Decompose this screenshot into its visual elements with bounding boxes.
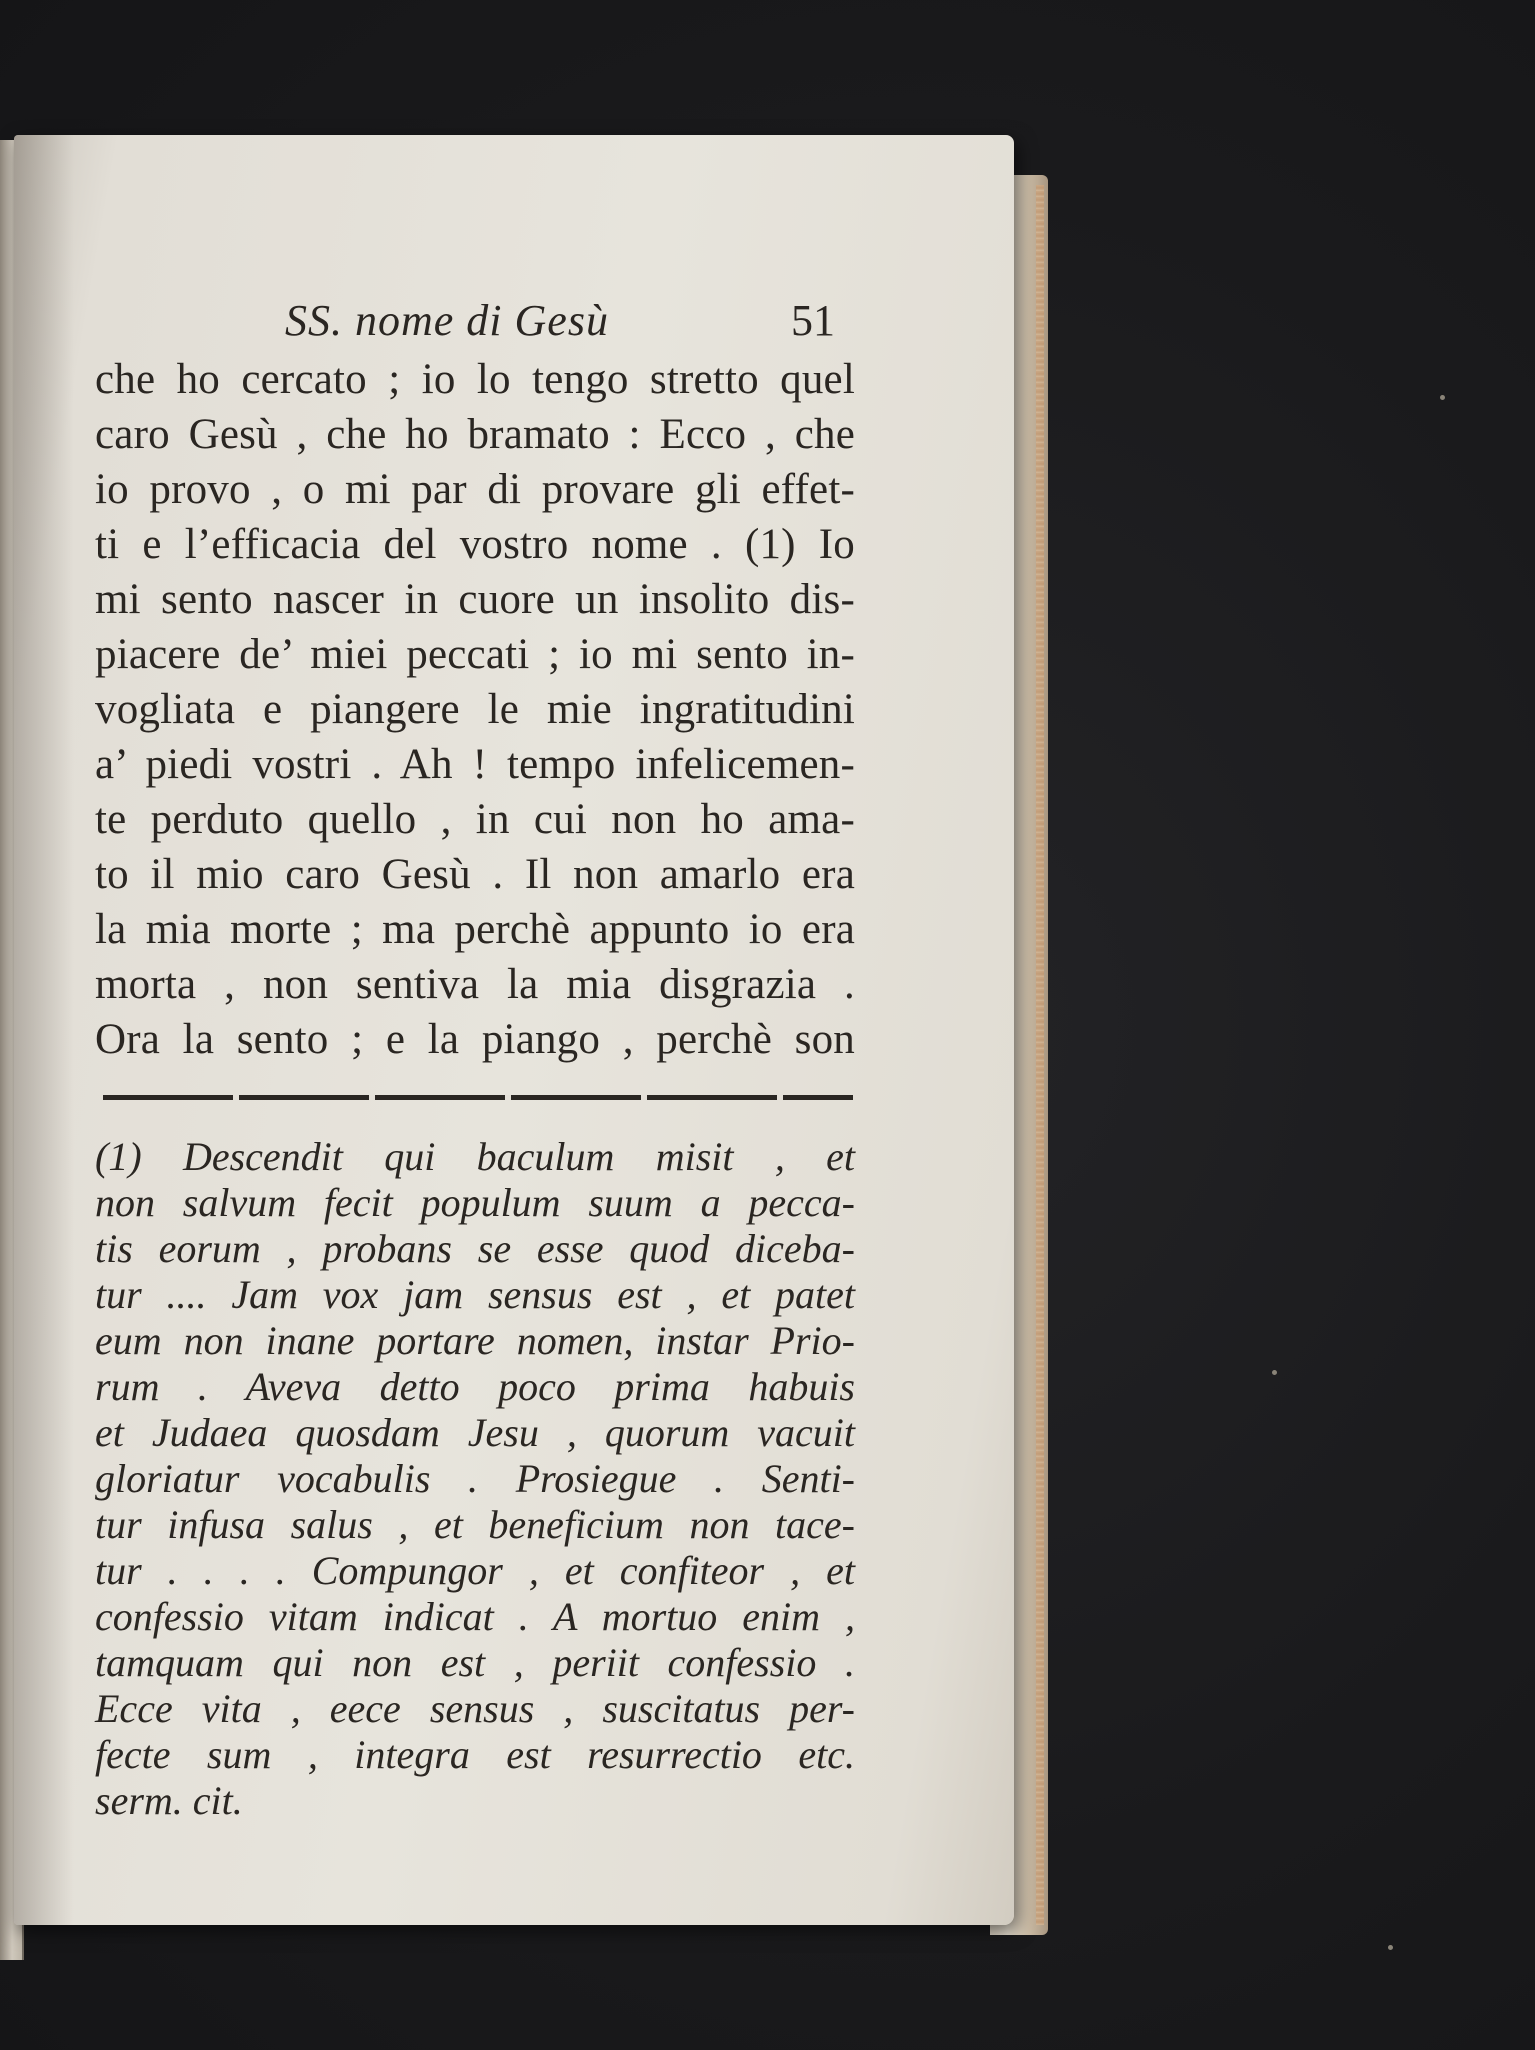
footnote-line: Ecce vita , eece sensus , suscitatus per- (95, 1686, 855, 1731)
footnote-line: tamquam qui non est , periit confessio . (95, 1640, 855, 1685)
running-head (95, 290, 855, 352)
dust-speck (1272, 1370, 1277, 1375)
body-line: la mia morte ; ma perchè appunto io era (95, 906, 855, 953)
body-line: io provo , o mi par di provare gli effet- (95, 466, 855, 513)
body-line: caro Gesù , che ho bramato : Ecco , che (95, 411, 855, 458)
body-line: ti e l’efficacia del vostro nome . (1) Io (95, 521, 855, 568)
body-line: te perduto quello , in cui non ho ama- (95, 796, 855, 843)
footnote-line: eum non inane portare nomen, instar Prio- (95, 1318, 855, 1363)
body-line: a’ piedi vostri . Ah ! tempo infelicemen- (95, 741, 855, 788)
gutter-shadow (14, 135, 74, 1925)
footnote-line: et Judaea quosdam Jesu , quorum vacuit (95, 1410, 855, 1455)
footnote (95, 1134, 855, 1824)
body-line: mi sento nascer in cuore un insolito dis- (95, 576, 855, 623)
footnote-line: tur .... Jam vox jam sensus est , et patet (95, 1272, 855, 1317)
footnote-line: serm. cit. (95, 1778, 243, 1823)
page-number: 51 (791, 296, 835, 345)
footnote-separator-rule (103, 1095, 853, 1100)
dust-speck (1388, 1945, 1393, 1950)
body-line: vogliata e piangere le mie ingratitudini (95, 686, 855, 733)
page-text-block (95, 290, 855, 1824)
body-line: to il mio caro Gesù . Il non amarlo era (95, 851, 855, 898)
running-title: SS. nome di Gesù (285, 296, 609, 345)
footnote-line: tis eorum , probans se esse quod diceba- (95, 1226, 855, 1271)
footnote-line: tur infusa salus , et beneficium non tace- (95, 1502, 855, 1547)
body-line: Ora la sento ; e la piango , perchè son (95, 1016, 855, 1063)
footnote-line: confessio vitam indicat . A mortuo enim , (95, 1594, 855, 1639)
footnote-line: gloriatur vocabulis . Prosiegue . Senti- (95, 1456, 855, 1501)
footnote-line: (1) Descendit qui baculum misit , et (95, 1134, 855, 1179)
dust-speck (1440, 395, 1445, 400)
body-text (95, 352, 855, 1067)
body-line: piacere de’ miei peccati ; io mi sento in- (95, 631, 855, 678)
footnote-line: rum . Aveva detto poco prima habuis (95, 1364, 855, 1409)
footnote-line: fecte sum , integra est resurrectio etc. (95, 1732, 855, 1777)
footnote-line: tur . . . . Compungor , et confiteor , et (95, 1548, 855, 1593)
footnote-line: non salvum fecit populum suum a pecca- (95, 1180, 855, 1225)
body-line: morta , non sentiva la mia disgrazia . (95, 961, 855, 1008)
body-line: che ho cercato ; io lo tengo stretto quel (95, 356, 855, 403)
